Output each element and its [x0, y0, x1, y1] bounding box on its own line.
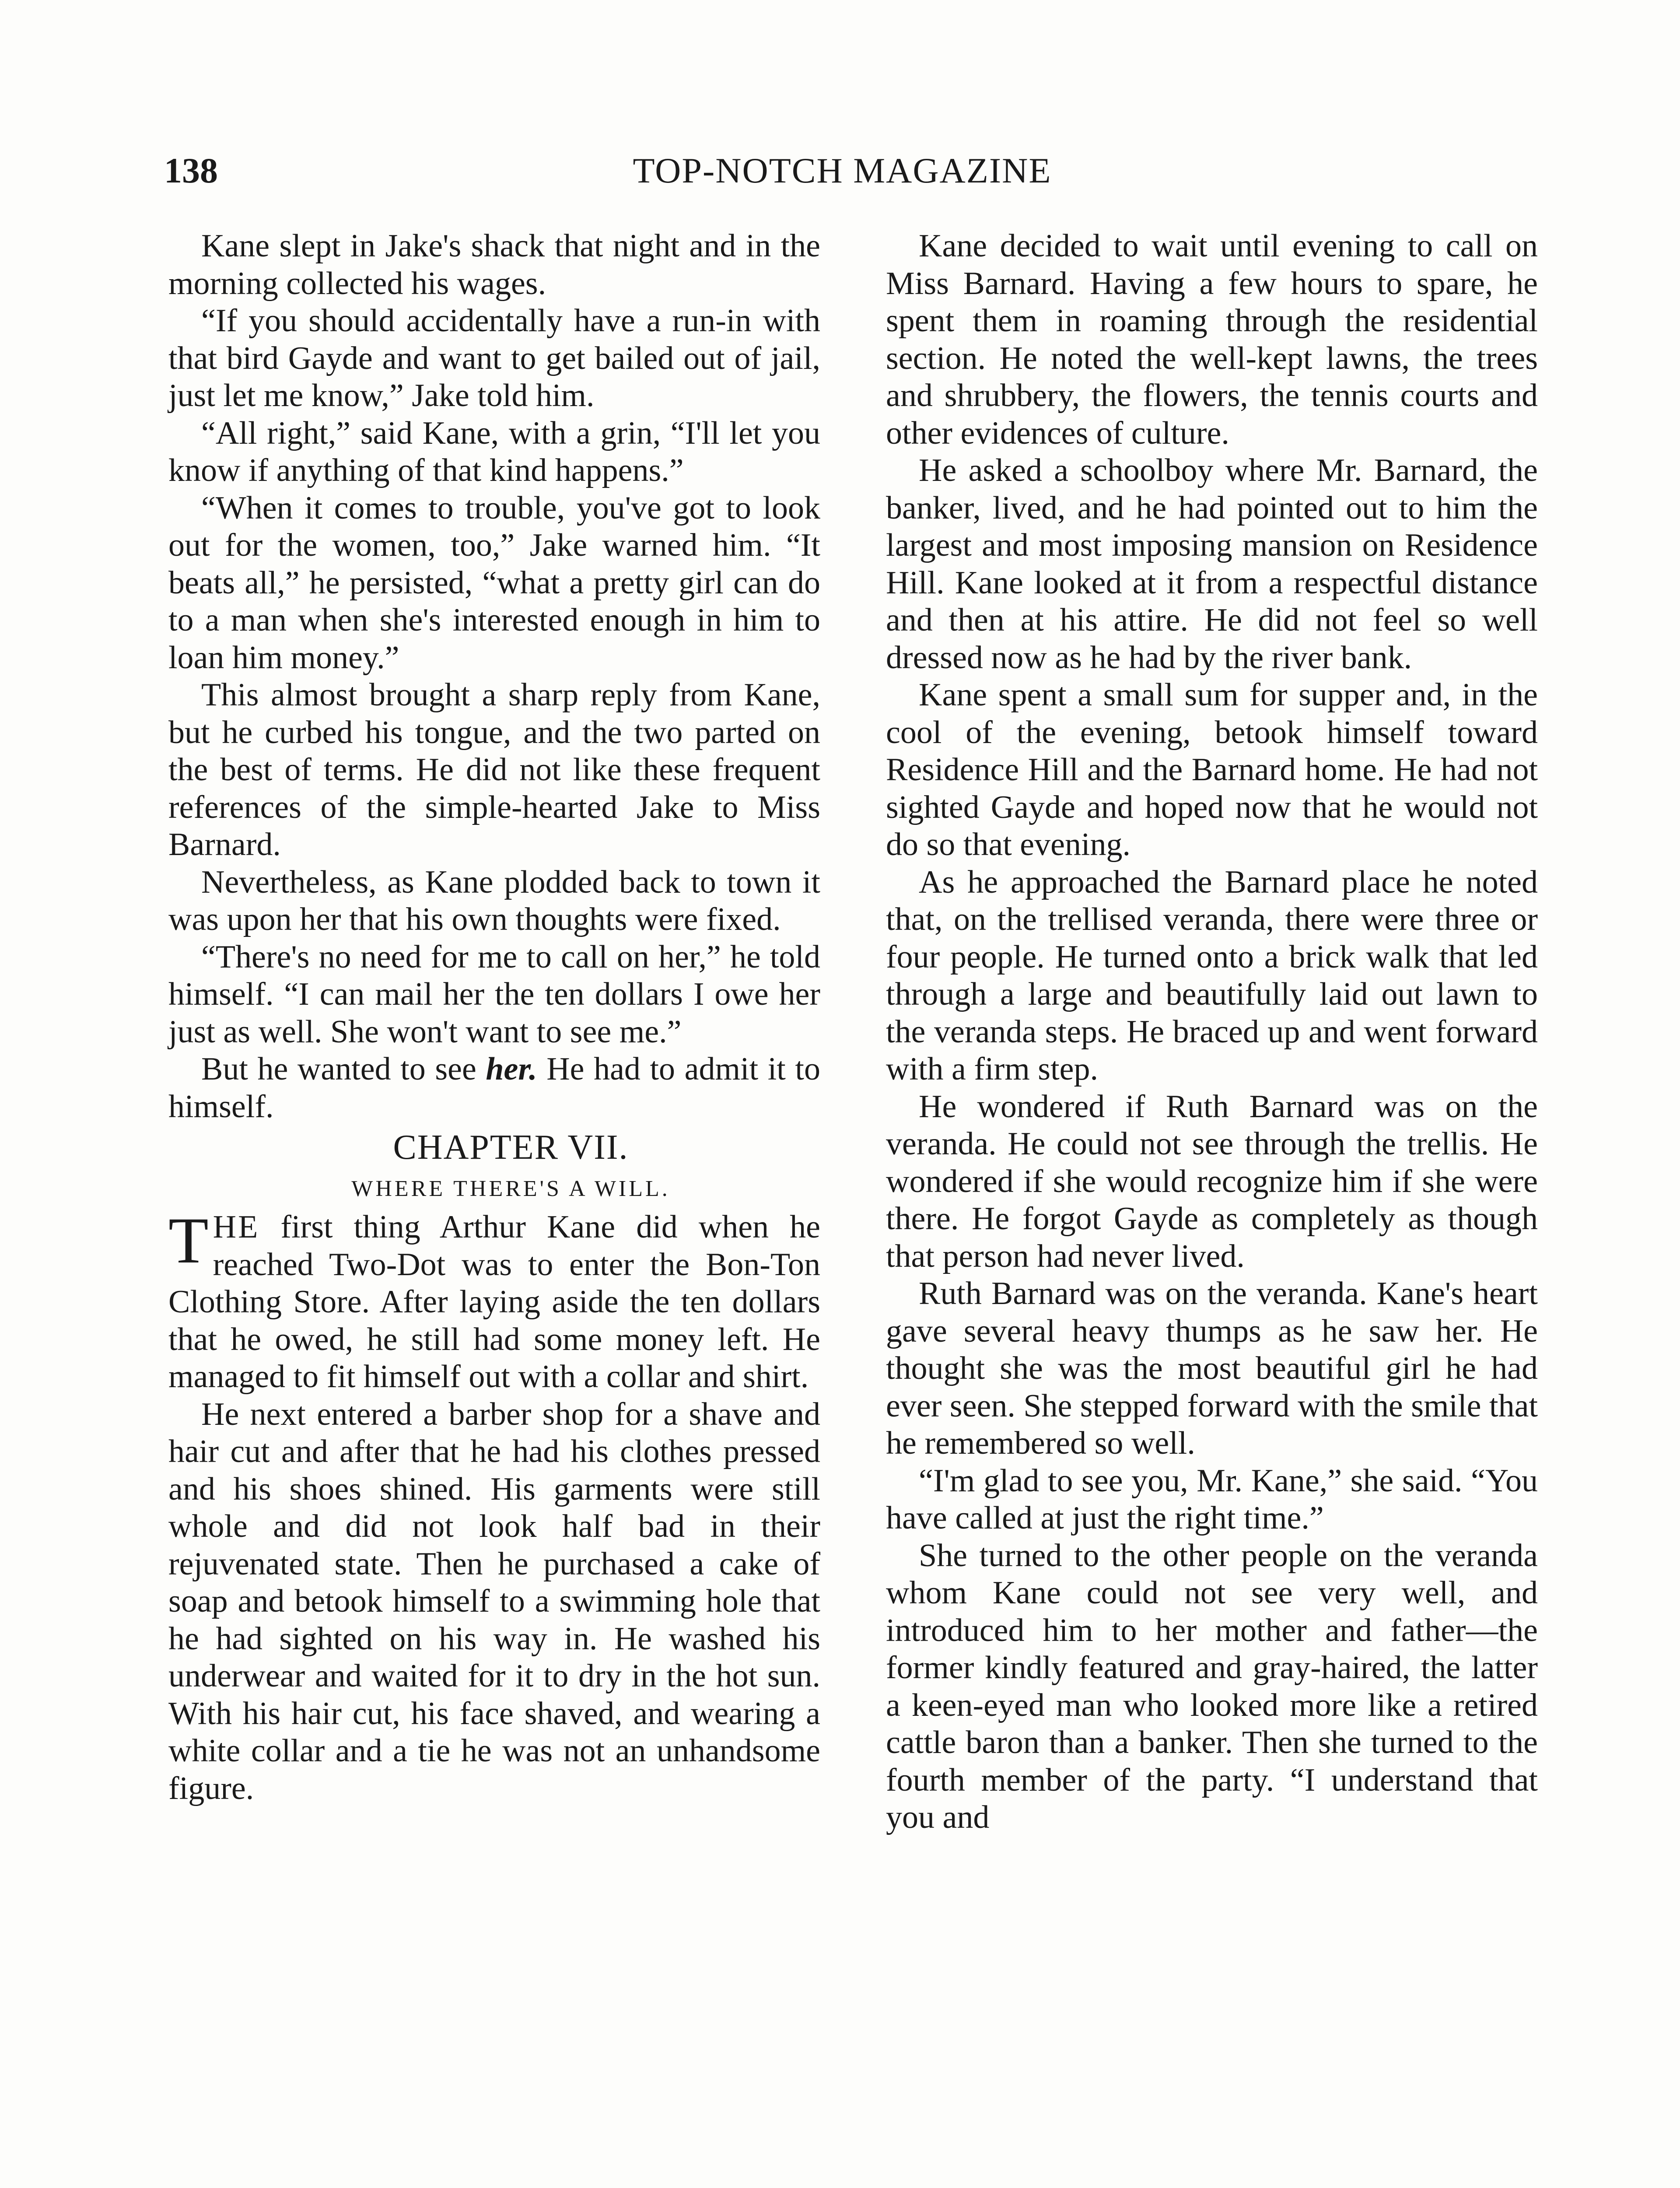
paragraph: Kane slept in Jake's shack that night and in the morning collected his wages. — [168, 228, 820, 302]
chapter-opening-paragraph — [168, 1204, 820, 1396]
chapter-title: CHAPTER VII. — [393, 1128, 629, 1167]
drop-cap: T — [168, 1204, 209, 1277]
paragraph: He asked a schoolboy where Mr. Barnard, the banker, lived, and he had pointed out to him the largest and most imposing mansion on Residence Hill. Kane looked at it from a respectful distance and then at his attire. He did not feel so well dressed now as he had by the river bank. — [886, 452, 1538, 676]
running-head: TOP-NOTCH MAGAZINE — [633, 151, 1052, 190]
paragraph: Nevertheless, as Kane plodded back to town it was upon her that his own thoughts were fixed. — [168, 864, 820, 937]
page-number: 138 — [164, 151, 218, 190]
paragraph: She turned to the other people on the veranda whom Kane could not see very well, and introduced him to her mother and father—the former kindly featured and gray-haired, the latter a keen-eyed man who looked more like a retired cattle baron than a banker. Then she turned to the fourth member of the party. “I understand that you and — [886, 1537, 1538, 1835]
text-run: first thing Arthur Kane did when he reached Two-Dot was to enter the Bon-Ton Clothing Store. After laying aside the ten dollars that he owed, he still had some money left. He managed to fit himself out with a collar and shirt. — [168, 1209, 820, 1395]
text-run: He had to admit it to himself. — [168, 1051, 820, 1125]
paragraph: This almost brought a sharp reply from Kane, but he curbed his tongue, and the two parted on the best of terms. He did not like these frequent references of the simple-hearted Jake to Miss Barnard. — [168, 677, 820, 863]
paragraph: “If you should accidentally have a run-in with that bird Gayde and want to get bailed out of jail, just let me know,” Jake told him. — [168, 303, 820, 414]
opening-caps: HE — [213, 1209, 260, 1245]
paragraph: Kane decided to wait until evening to call on Miss Barnard. Having a few hours to spare, he spent them in roaming through the residential section. He noted the well-kept lawns, the trees and shrubbery, the flowers, the tennis courts and other evidences of culture. — [886, 228, 1538, 451]
paragraph: “When it comes to trouble, you've got to look out for the women, too,” Jake warned him. “It beats all,” he persisted, “what a pretty girl can do to a man when she's interested enough in him to loan him money.” — [168, 490, 820, 676]
page-header — [164, 144, 1520, 197]
paragraph: Kane spent a small sum for supper and, in the cool of the evening, betook himself toward Residence Hill and the Barnard home. He had not sighted Gayde and hoped now that he would not do so that evening. — [886, 677, 1538, 863]
paragraph: As he approached the Barnard place he noted that, on the trellised veranda, there were three or four people. He turned onto a brick walk that led through a large and beautifully laid out lawn to the veranda steps. He braced up and went forward with a firm step. — [886, 864, 1538, 1087]
paragraph: “All right,” said Kane, with a grin, “I'll let you know if anything of that kind happens.” — [168, 415, 820, 488]
chapter-subtitle: WHERE THERE'S A WILL. — [351, 1176, 670, 1201]
text-run: But he wanted to see — [201, 1051, 486, 1087]
paragraph — [168, 1051, 820, 1126]
paragraph: He wondered if Ruth Barnard was on the veranda. He could not see through the trellis. He wondered if she would recognize him if she were there. He forgot Gayde as completely as though that person had never lived. — [886, 1088, 1538, 1274]
left-column — [168, 228, 820, 1807]
paragraph: He next entered a barber shop for a shave and hair cut and after that he had his clothes pressed and his shoes shined. His garments were still whole and did not look half bad in their rejuvenated state. Then he purchased a cake of soap and betook himself to a swimming hole that he had sighted on his way in. He washed his underwear and waited for it to dry in the hot sun. With his hair cut, his face shaved, and wearing a white collar and a tie he was not an unhandsome figure. — [168, 1396, 820, 1806]
right-column — [886, 228, 1538, 1837]
emphasis-text: her. — [486, 1051, 537, 1087]
paragraph: “There's no need for me to call on her,” he told himself. “I can mail her the ten dollars I owe her just as well. She won't want to see me.” — [168, 939, 820, 1050]
paragraph: Ruth Barnard was on the veranda. Kane's heart gave several heavy thumps as he saw her. He thought she was the most beautiful girl he had ever seen. She stepped forward with the smile that he remembered so well. — [886, 1276, 1538, 1461]
paragraph: “I'm glad to see you, Mr. Kane,” she said. “You have called at just the right time.” — [886, 1462, 1538, 1536]
